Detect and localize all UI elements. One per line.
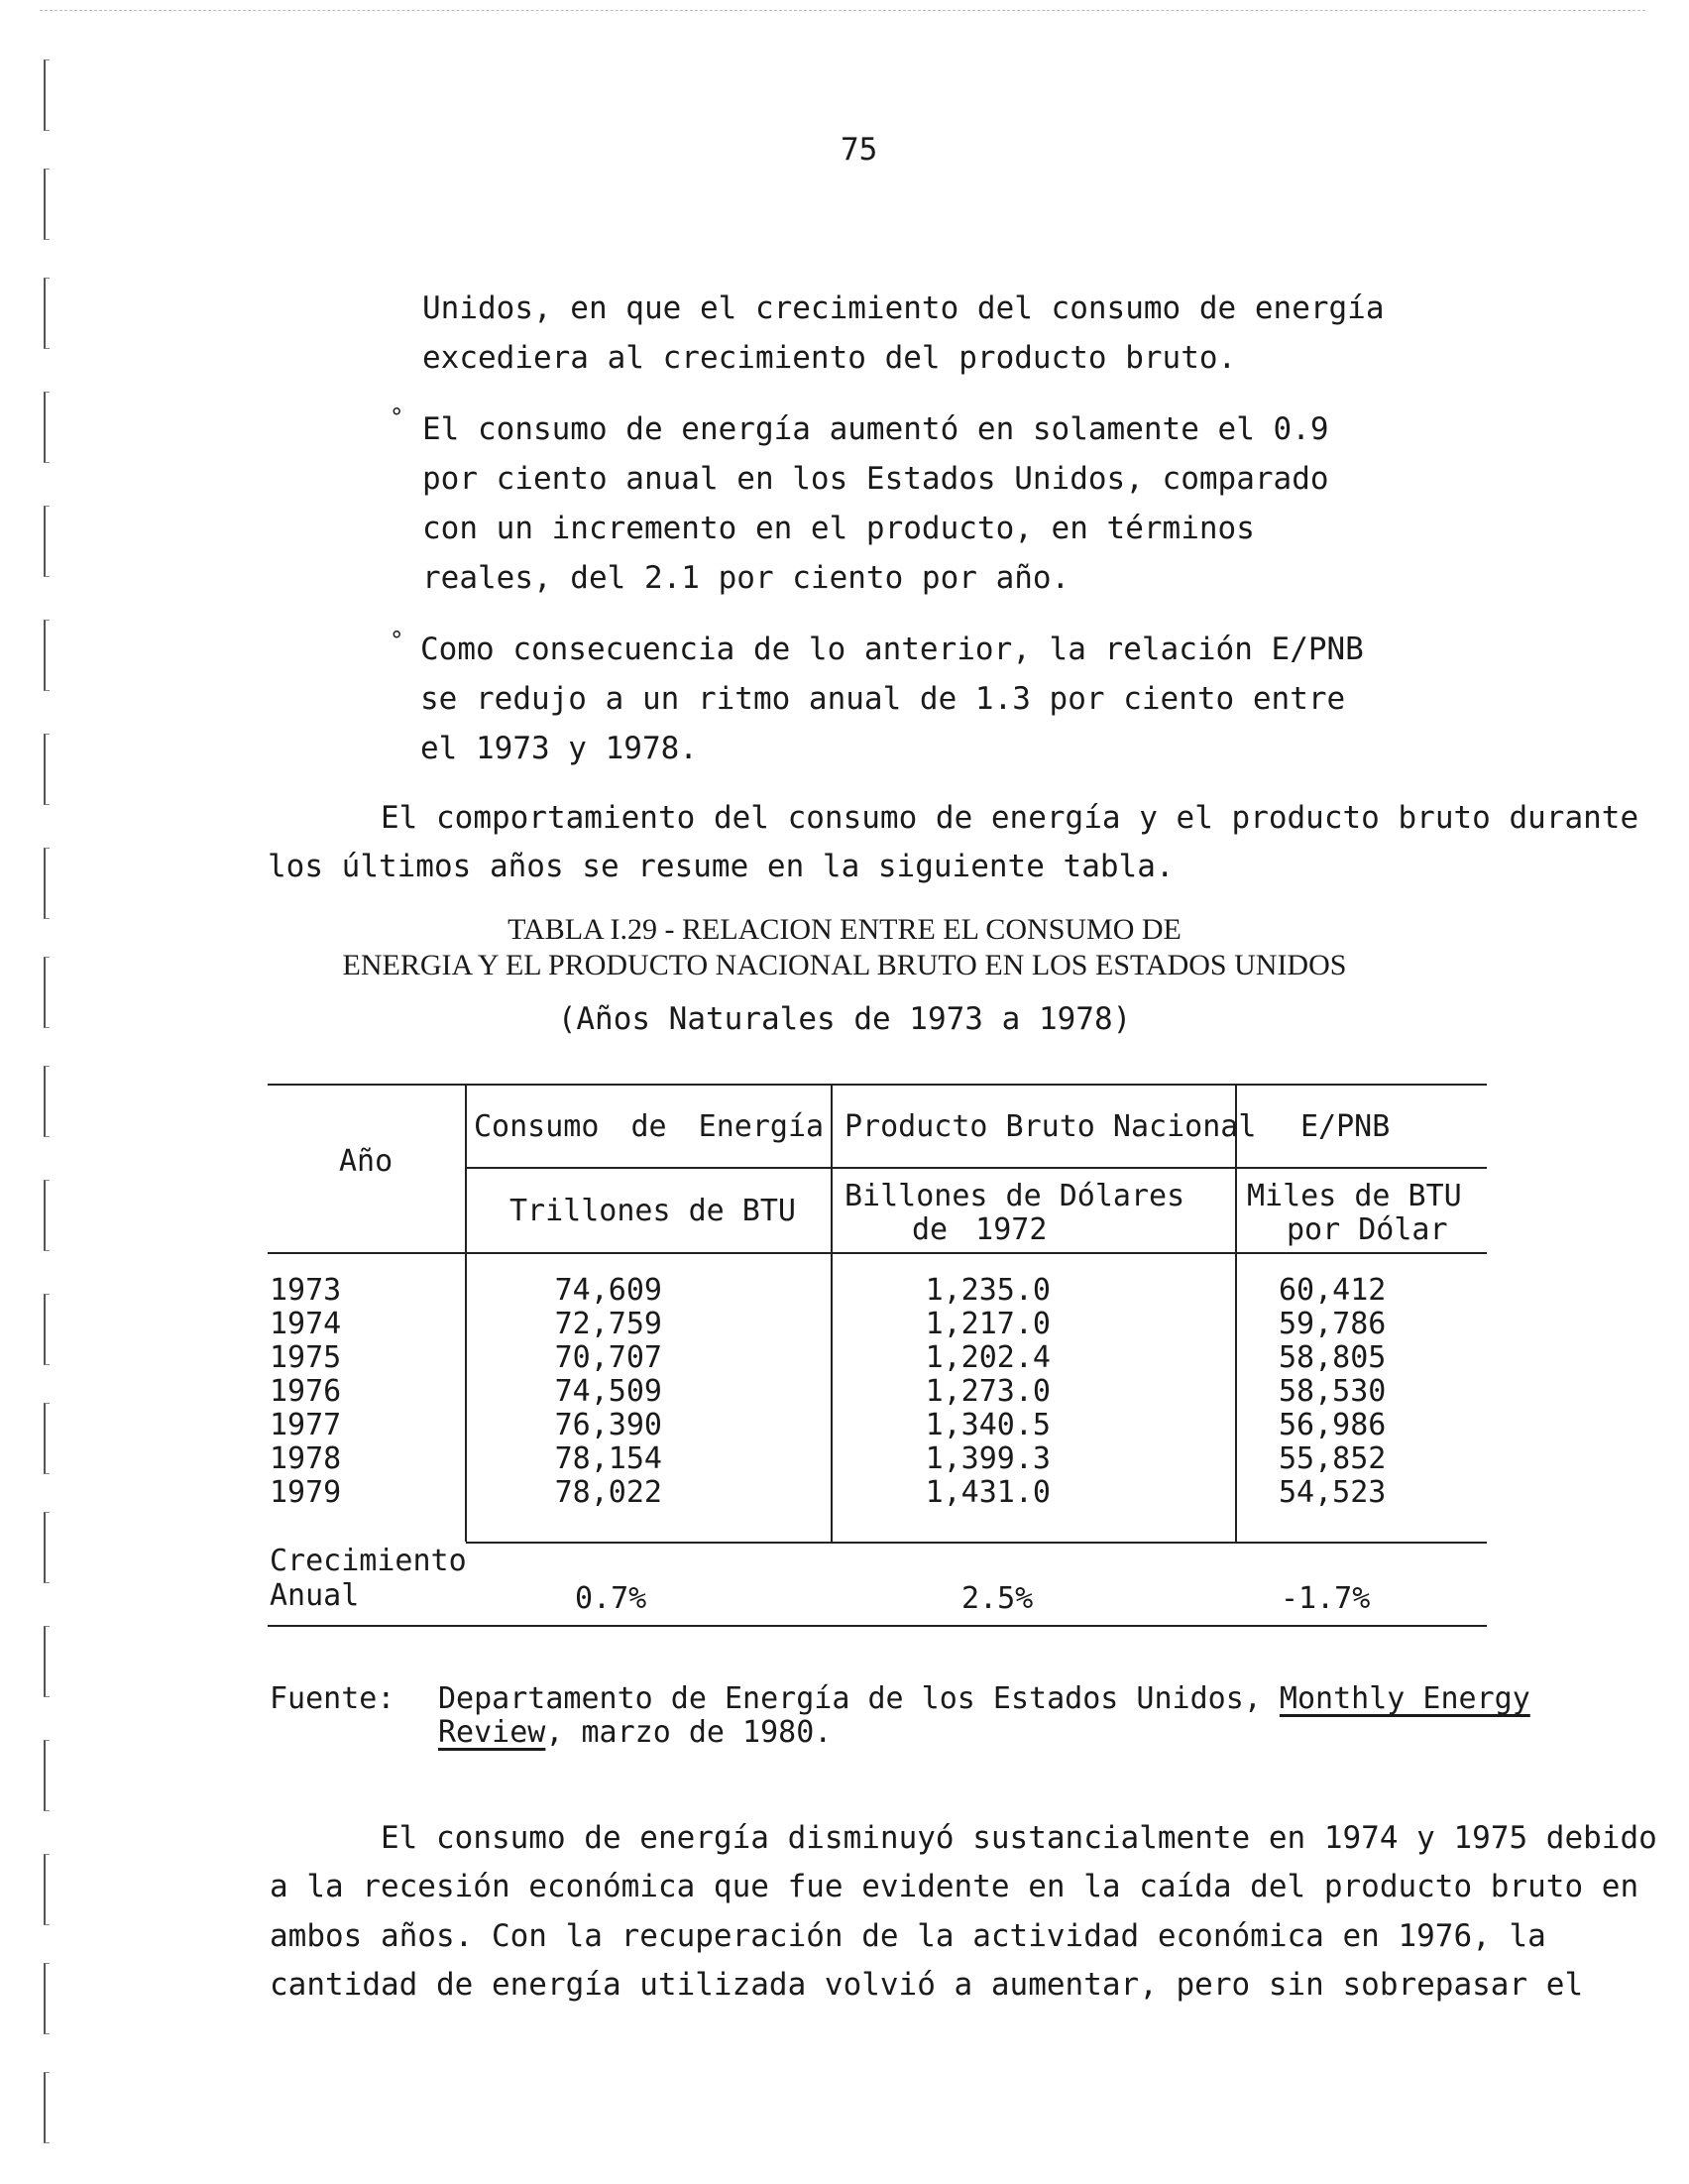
cell-ratio: 55,852 (1279, 1441, 1387, 1476)
cell-producto: 1,235.0 (925, 1273, 1051, 1308)
cell-producto: 1,399.3 (925, 1441, 1051, 1476)
cell-ratio: 59,786 (1279, 1307, 1387, 1341)
text-line: El comportamiento del consumo de energía y el producto bruto durante (381, 800, 1639, 836)
cell-ratio: 60,412 (1279, 1273, 1387, 1308)
cell-consumo: 78,022 (554, 1475, 662, 1510)
header-consumo: Consumo de Energía (474, 1109, 825, 1144)
text-line: ambos años. Con la recuperación de la actividad económica en 1976, la (270, 1918, 1546, 1954)
cell-year: 1976 (270, 1374, 342, 1409)
cell-consumo: 70,707 (554, 1340, 662, 1375)
table-subtitle: (Años Naturales de 1973 a 1978) (557, 1001, 1132, 1037)
cell-year: 1978 (270, 1441, 342, 1476)
source-label: Fuente: (270, 1681, 395, 1716)
cell-year: 1975 (270, 1340, 342, 1375)
cell-ratio: 58,530 (1279, 1374, 1387, 1409)
growth-ratio: -1.7% (1281, 1581, 1371, 1616)
cell-consumo: 74,509 (554, 1374, 662, 1409)
header-producto: Producto Bruto Nacional (844, 1109, 1257, 1144)
growth-label: Anual (270, 1578, 360, 1613)
text-line: por ciento anual en los Estados Unidos, comparado (422, 461, 1329, 497)
cell-ratio: 56,986 (1279, 1408, 1387, 1442)
text-line: reales, del 2.1 por ciento por año. (422, 560, 1070, 596)
unit-producto-2: de 1972 (912, 1212, 1048, 1247)
text-line: con un incremento en el producto, en términos (422, 511, 1255, 546)
page-number: 75 (841, 132, 878, 168)
scan-top-edge (40, 10, 1645, 11)
cell-year: 1973 (270, 1273, 342, 1308)
cell-year: 1979 (270, 1475, 342, 1510)
text-line: Unidos, en que el crecimiento del consumo de energía (422, 290, 1385, 326)
header-year: Año (339, 1144, 394, 1179)
header-ratio: E/PNB (1300, 1109, 1391, 1144)
text-line: excediera al crecimiento del producto bruto. (422, 340, 1237, 376)
text-line: Como consecuencia de lo anterior, la relación E/PNB (420, 632, 1364, 667)
growth-producto: 2.5% (961, 1581, 1034, 1616)
text-line: los últimos años se resume en la siguiente tabla. (268, 849, 1175, 884)
text-line: cantidad de energía utilizada volvió a aumentar, pero sin sobrepasar el (270, 1967, 1584, 2003)
cell-consumo: 76,390 (554, 1408, 662, 1442)
cell-ratio: 54,523 (1279, 1475, 1387, 1510)
cell-ratio: 58,805 (1279, 1340, 1387, 1375)
unit-consumo: Trillones de BTU (509, 1194, 796, 1228)
growth-consumo: 0.7% (575, 1581, 647, 1616)
cell-producto: 1,202.4 (925, 1340, 1051, 1375)
source-line (438, 1716, 832, 1750)
table-title-line: TABLA I.29 - RELACION ENTRE EL CONSUMO DE (507, 913, 1182, 946)
growth-label: Crecimiento (270, 1544, 467, 1578)
source-line (438, 1682, 1530, 1716)
source-title: Monthly Energy (1279, 1681, 1530, 1716)
cell-year: 1974 (270, 1307, 342, 1341)
bullet-marker: ° (390, 403, 404, 431)
cell-producto: 1,431.0 (925, 1475, 1051, 1510)
cell-consumo: 74,609 (554, 1273, 662, 1308)
cell-consumo: 72,759 (554, 1307, 662, 1341)
cell-year: 1977 (270, 1408, 342, 1442)
cell-consumo: 78,154 (554, 1441, 662, 1476)
cell-producto: 1,273.0 (925, 1374, 1051, 1409)
unit-ratio-1: Miles de BTU (1247, 1179, 1462, 1213)
cell-producto: 1,217.0 (925, 1307, 1051, 1341)
source-title: Review (438, 1715, 546, 1750)
unit-producto-1: Billones de Dólares (844, 1179, 1185, 1213)
unit-ratio-2: por Dólar (1287, 1212, 1448, 1247)
source-text: , marzo de 1980. (545, 1715, 833, 1750)
table-title-line: ENERGIA Y EL PRODUCTO NACIONAL BRUTO EN LOS ESTADOS UNIDOS (342, 949, 1347, 981)
text-line: se redujo a un ritmo anual de 1.3 por ciento entre (420, 681, 1346, 717)
source-text: Departamento de Energía de los Estados Unidos, (438, 1681, 1262, 1716)
text-line: El consumo de energía aumentó en solamente el 0.9 (422, 411, 1329, 447)
text-line: el 1973 y 1978. (420, 731, 698, 766)
text-line: a la recesión económica que fue evidente en la caída del producto bruto en (270, 1869, 1639, 1904)
bullet-marker: ° (390, 627, 404, 654)
text-line: El consumo de energía disminuyó sustancialmente en 1974 y 1975 debido (381, 1820, 1657, 1856)
cell-producto: 1,340.5 (925, 1408, 1051, 1442)
